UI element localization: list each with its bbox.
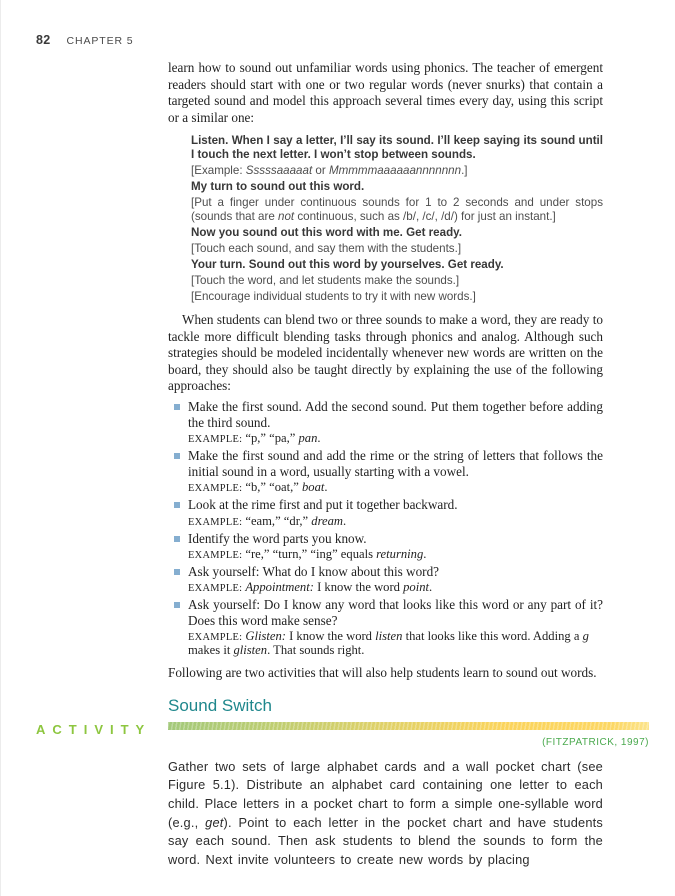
example-line (188, 630, 603, 657)
example-text: “eam,” “dr,” dream. (245, 513, 347, 528)
example-text: “re,” “turn,” “ing” equals returning. (245, 546, 427, 561)
approaches-list (168, 399, 603, 658)
bullet-text: Make the first sound and add the rime or the string of letters that follows the initial sound in a word, usually starting with a vowel. (188, 447, 603, 480)
script-line: [Put a finger under continuous sounds for 1 to 2 seconds and under stops (sounds that are not continuous, such as /b/, /c/, /d/) for just an instant.] (191, 196, 603, 223)
body-paragraph: When students can blend two or three sounds to make a word, they are ready to tackle more difficult blending tasks through phonics and analog. Although such strategies should be modeled incidentally whenever new words are written on the board, they should also be taught directly by explaining the use of the following approaches: (168, 312, 603, 393)
script-line: [Touch the word, and let students make the sounds.] (191, 274, 460, 287)
example-line (188, 432, 603, 446)
example-text: “b,” “oat,” boat. (245, 480, 328, 495)
script-line: Your turn. Sound out this word by yourselves. Get ready. (191, 258, 504, 271)
list-item (168, 448, 603, 495)
page-header (36, 0, 675, 47)
example-line (188, 548, 603, 562)
intro-paragraph: learn how to sound out unfamiliar words using phonics. The teacher of emergent readers should start with one or two regular words (never snurks) that contain a targeted sound and model this approach several times every day, using this script or a similar one: (168, 60, 603, 125)
closing-paragraph: Following are two activities that will also help students learn to sound out words. (168, 665, 597, 681)
script-line: Listen. When I say a letter, I’ll say its sound. I’ll keep saying its sound until I touch the next letter. I won’t stop between sounds. (191, 134, 603, 161)
list-item (168, 564, 603, 595)
example-text: Appointment: I know the word point. (245, 579, 433, 594)
bullet-square-icon (174, 453, 180, 459)
chapter-label: CHAPTER 5 (66, 35, 134, 47)
example-line (188, 581, 603, 595)
script-block (191, 134, 603, 304)
bullet-square-icon (174, 404, 180, 410)
example-label: EXAMPLE: (188, 433, 243, 445)
main-text-column (168, 60, 603, 682)
bullet-square-icon (174, 502, 180, 508)
example-text: “p,” “pa,” pan. (245, 430, 321, 445)
activity-section (1, 696, 675, 870)
script-line: [Example: Sssssaaaaat or Mmmmmaaaaaannnnnnn.] (191, 164, 468, 177)
example-line (188, 515, 603, 529)
list-item (168, 497, 603, 528)
list-item (168, 531, 603, 562)
bullet-square-icon (174, 569, 180, 575)
example-line (188, 481, 603, 495)
script-line: Now you sound out this word with me. Get ready. (191, 226, 462, 239)
bullet-square-icon (174, 602, 180, 608)
example-label: EXAMPLE: (188, 582, 243, 594)
list-item (168, 399, 603, 446)
list-item (168, 597, 603, 657)
page-number: 82 (36, 33, 51, 47)
bullet-text: Look at the rime first and put it together backward. (188, 497, 458, 513)
script-line: [Encourage individual students to try it with new words.] (191, 290, 476, 303)
activity-paragraph: Gather two sets of large alphabet cards and a wall pocket chart (see Figure 5.1). Distribute an alphabet card containing one letter to each child. Place letters in a pocket chart to form a simple one-syllable word (e.g., get). Point to each letter in the pocket chart and have students say each sound. Then ask students to blend the sounds to form the word. Next invite volunteers to create new words by placing (168, 758, 604, 867)
example-text: Glisten: I know the word listen that looks like this word. Adding a g makes it glisten. That sounds right. (188, 629, 589, 658)
script-line: [Touch each sound, and say them with the students.] (191, 242, 462, 255)
example-label: EXAMPLE: (188, 549, 243, 561)
bullet-text: Identify the word parts you know. (188, 530, 367, 546)
activity-label: ACTIVITY (36, 721, 152, 737)
activity-title: Sound Switch (168, 695, 272, 715)
bullet-square-icon (174, 536, 180, 542)
example-label: EXAMPLE: (188, 632, 243, 644)
script-line: My turn to sound out this word. (191, 180, 365, 193)
bullet-text: Ask yourself: What do I know about this word? (188, 563, 440, 579)
bullet-text: Make the first sound. Add the second sound. Put them together before adding the third sound. (188, 398, 603, 430)
example-label: EXAMPLE: (188, 483, 243, 495)
bullet-text: Ask yourself: Do I know any word that looks like this word or any part of it? Does this word make sense? (188, 596, 603, 629)
activity-citation: (FITZPATRICK, 1997) (542, 736, 649, 748)
activity-rule-bar (168, 722, 649, 730)
example-label: EXAMPLE: (188, 516, 243, 528)
